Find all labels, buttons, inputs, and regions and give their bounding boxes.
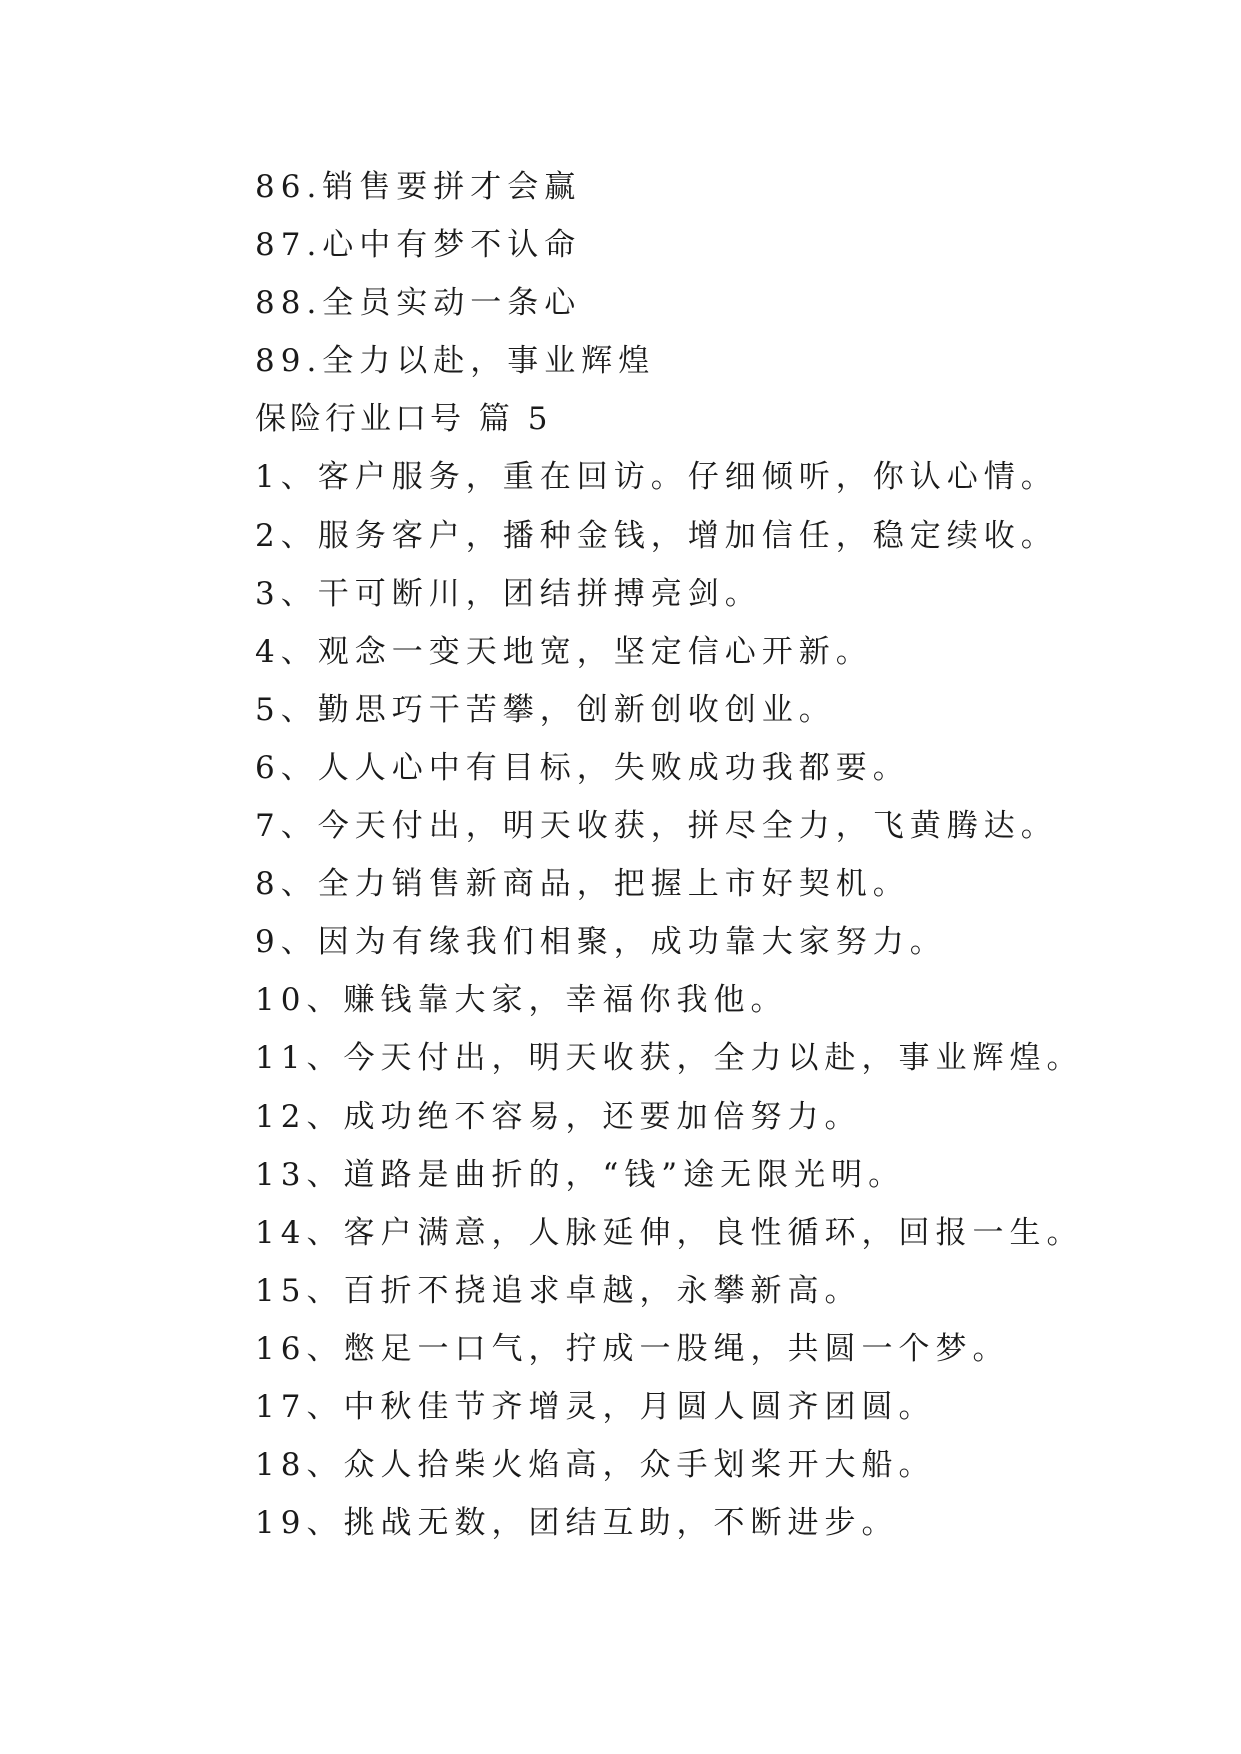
slogan-line: 7、今天付出，明天收获，拼尽全力，飞黄腾达。	[255, 808, 1058, 845]
section-heading: 保险行业口号 篇 5	[255, 401, 552, 438]
slogan-line: 2、服务客户，播种金钱，增加信任，稳定续收。	[255, 517, 1058, 554]
slogan-line: 16、憋足一口气，拧成一股绳，共圆一个梦。	[255, 1330, 1010, 1367]
slogan-line: 19、挑战无数，团结互助，不断进步。	[255, 1505, 899, 1542]
slogan-line: 9、因为有缘我们相聚，成功靠大家努力。	[255, 924, 947, 961]
slogan-line: 4、观念一变天地宽，坚定信心开新。	[255, 633, 873, 670]
slogan-line: 8、全力销售新商品，把握上市好契机。	[255, 866, 910, 903]
slogan-line: 1、客户服务，重在回访。仔细倾听，你认心情。	[255, 459, 1058, 496]
slogan-line: 10、赚钱靠大家，幸福你我他。	[255, 982, 788, 1019]
document-body	[255, 158, 1155, 1552]
slogan-line: 3、干可断川，团结拼搏亮剑。	[255, 575, 762, 612]
slogan-line: 14、客户满意，人脉延伸，良性循环，回报一生。	[255, 1214, 1084, 1251]
slogan-line: 6、人人心中有目标，失败成功我都要。	[255, 749, 910, 786]
slogan-line: 17、中秋佳节齐增灵，月圆人圆齐团圆。	[255, 1388, 936, 1425]
slogan-line: 13、道路是曲折的，“钱”途无限光明。	[255, 1156, 906, 1193]
slogan-line: 89.全力以赴，事业辉煌	[255, 343, 656, 380]
slogan-line: 15、百折不挠追求卓越，永攀新高。	[255, 1272, 862, 1309]
slogan-line: 11、今天付出，明天收获，全力以赴，事业辉煌。	[255, 1040, 1084, 1077]
slogan-line: 86.销售要拼才会赢	[255, 169, 582, 205]
slogan-line: 88.全员实动一条心	[255, 285, 582, 322]
slogan-line: 5、勤思巧干苦攀，创新创收创业。	[255, 691, 836, 728]
slogan-line: 18、众人拾柴火焰高，众手划桨开大船。	[255, 1447, 936, 1484]
slogan-line: 12、成功绝不容易，还要加倍努力。	[255, 1098, 862, 1135]
slogan-line: 87.心中有梦不认命	[255, 227, 582, 264]
